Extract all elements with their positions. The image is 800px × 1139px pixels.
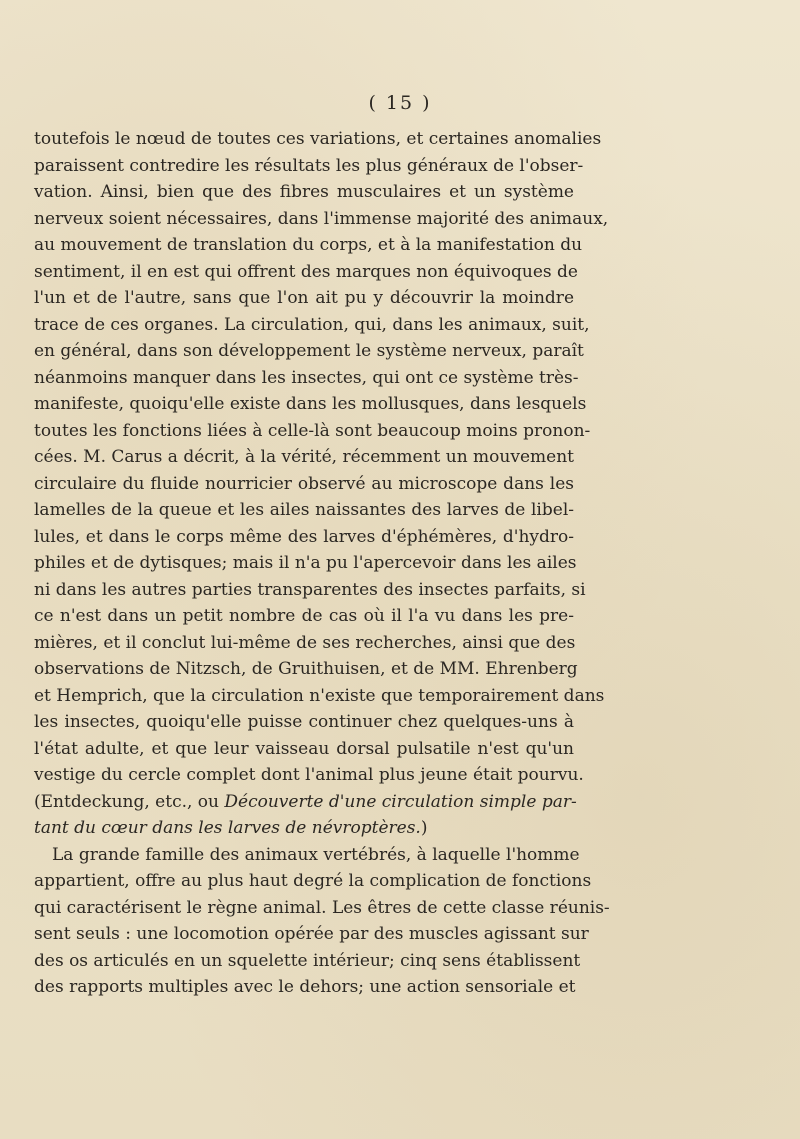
- text-line: sentiment, il en est qui offrent des marques non équivoques de: [34, 261, 578, 282]
- text-line: l'un et de l'autre, sans que l'on ait pu y découvrir la moindre: [34, 288, 574, 308]
- text-line: lamelles de la queue et les ailes naissantes des larves de libel-: [34, 500, 574, 520]
- text-line: manifeste, quoiqu'elle existe dans les mollusques, dans lesquels: [34, 394, 587, 414]
- text-line: lules, et dans le corps même des larves d'éphémères, d'hydro-: [34, 526, 574, 547]
- page-number: ( 15 ): [368, 92, 432, 114]
- text-line: paraissent contredire les résultats les plus généraux de l'obser-: [34, 155, 584, 176]
- text-line: sent seuls : une locomotion opérée par des muscles agissant sur: [34, 924, 589, 944]
- text-line: toutefois le nœud de toutes ces variations, et certaines anomalies: [34, 129, 602, 149]
- paragraph-2: [34, 842, 610, 1001]
- text-line: nerveux soient nécessaires, dans l'immense majorité des animaux,: [34, 208, 609, 229]
- citation-title-italic: Découverte d'une circulation simple par-: [224, 791, 577, 812]
- text-line: l'état adulte, et que leur vaisseau dorsal pulsatile n'est qu'un: [34, 738, 574, 759]
- text-line: toutes les fonctions liées à celle-là sont beaucoup moins pronon-: [34, 420, 591, 441]
- text-line: des rapports multiples avec le dehors; une action sensoriale et: [34, 977, 576, 997]
- paragraph-1: [34, 126, 609, 842]
- citation-title-italic: tant du cœur dans les larves de névroptères.: [34, 818, 421, 838]
- text-line: La grande famille des animaux vertébrés, à laquelle l'homme: [52, 844, 580, 865]
- text-line: vation. Ainsi, bien que des fibres musculaires et un système: [34, 182, 574, 202]
- text-line: néanmoins manquer dans les insectes, qui ont ce système très-: [34, 367, 579, 388]
- text-line-citation: [34, 789, 577, 816]
- text-line: circulaire du fluide nourricier observé au microscope dans les: [34, 473, 574, 494]
- text-line: observations de Nitzsch, de Gruithuisen, et de MM. Ehrenberg: [34, 659, 578, 679]
- text-line: mières, et il conclut lui-même de ses recherches, ainsi que des: [34, 632, 576, 653]
- text-line: les insectes, quoiqu'elle puisse continuer chez quelques-uns à: [34, 712, 574, 732]
- text-line: ce n'est dans un petit nombre de cas où il l'a vu dans les pre-: [34, 606, 574, 626]
- text-line: au mouvement de translation du corps, et à la manifestation du: [34, 235, 583, 255]
- text-line: en général, dans son développement le système nerveux, paraît: [34, 341, 584, 361]
- text-line: appartient, offre au plus haut degré la complication de fonctions: [34, 871, 592, 891]
- body-text: [34, 126, 610, 1001]
- text-line: cées. M. Carus a décrit, à la vérité, récemment un mouvement: [34, 447, 574, 467]
- text-line: trace de ces organes. La circulation, qui, dans les animaux, suit,: [34, 314, 590, 335]
- text-line: qui caractérisent le règne animal. Les êtres de cette classe réunis-: [34, 897, 610, 918]
- text-line: et Hemprich, que la circulation n'existe que temporairement dans: [34, 685, 605, 706]
- text-line: ni dans les autres parties transparentes des insectes parfaits, si: [34, 579, 586, 600]
- citation-open-text: (Entdeckung, etc., ou: [34, 791, 225, 812]
- text-line: philes et de dytisques; mais il n'a pu l'apercevoir dans les ailes: [34, 553, 577, 573]
- text-line-citation-end: [34, 815, 574, 842]
- citation-close-text: ): [420, 818, 428, 838]
- text-line: des os articulés en un squelette intérieur; cinq sens établissent: [34, 950, 581, 971]
- text-line: vestige du cercle complet dont l'animal plus jeune était pourvu.: [34, 765, 584, 785]
